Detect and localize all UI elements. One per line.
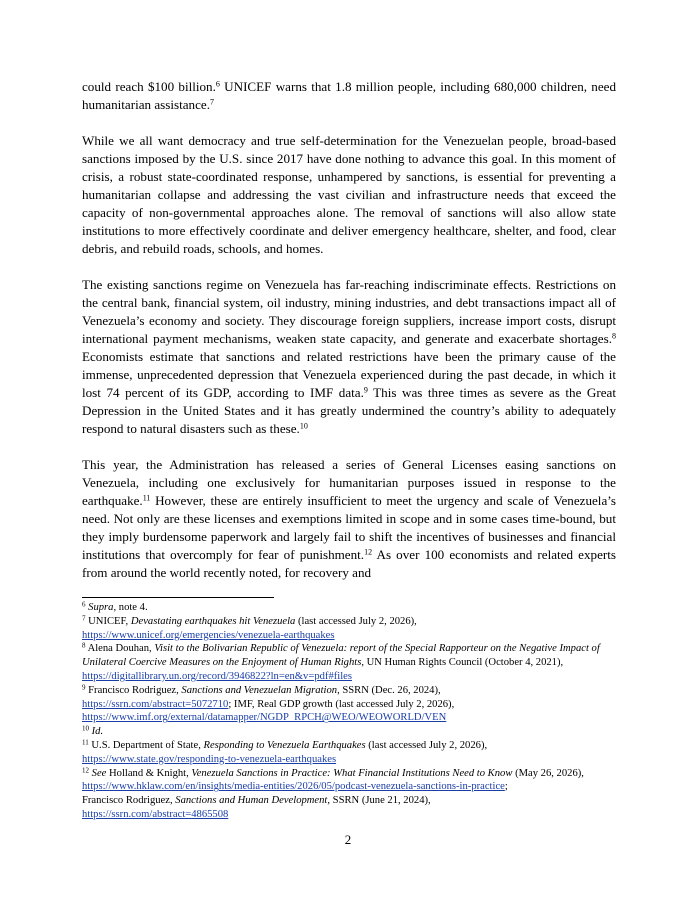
footnote-9 bbox=[82, 684, 616, 725]
footnote-7 bbox=[82, 615, 616, 643]
footnote-8 bbox=[82, 642, 616, 683]
footnote-12 bbox=[82, 767, 616, 822]
page-number: 2 bbox=[344, 832, 352, 847]
footnote-text: , SSRN (June 21, 2024), bbox=[327, 795, 431, 807]
footnote-text: , note 4. bbox=[113, 602, 148, 613]
footnote-title: Sanctions and Human Development bbox=[175, 795, 328, 807]
footnote-ref[interactable]: 6 bbox=[215, 79, 220, 89]
paragraph-text: As over 100 economists and related experts from around the world recently noted, for recovery and bbox=[82, 547, 616, 580]
footnote-number: 8 bbox=[82, 641, 86, 650]
paragraph-text: The existing sanctions regime on Venezuela has far-reaching indiscriminate effects. Restrictions on the central bank, financial system, oil industry, mining industries, and debt transactions impact all of Venezuela’s economy and society. They discourage foreign suppliers, increase import costs, disrupt international payment mechanisms, weaken state capacity, and generate and exacerbate shortages. bbox=[82, 277, 616, 346]
footnotes bbox=[82, 601, 616, 822]
paragraph-text: UNICEF warns that 1.8 million people, including 680,000 children, need humanitarian assistance. bbox=[82, 79, 617, 112]
footnote-ref[interactable]: 10 bbox=[299, 421, 308, 431]
footnote-text: , UN Human Rights Council (October 4, 2021), bbox=[361, 657, 564, 669]
footnote-text: ; bbox=[504, 781, 508, 793]
footnote-link[interactable]: https://www.hklaw.com/en/insights/media-entities/2026/05/podcast-venezuela-sanctions-in-practice bbox=[82, 781, 505, 793]
footnote-number: 9 bbox=[82, 683, 86, 692]
footnote-link[interactable]: https://digitallibrary.un.org/record/3946822?ln=en&v=pdf#files bbox=[82, 670, 352, 682]
footnote-6 bbox=[82, 601, 616, 615]
footnote-ref[interactable]: 8 bbox=[612, 331, 616, 341]
footnote-11 bbox=[82, 739, 616, 767]
body-text bbox=[82, 78, 616, 582]
footnote-title: Responding to Venezuela Earthquakes bbox=[203, 739, 366, 751]
footnote-10 bbox=[82, 725, 616, 739]
footnote-title: Id. bbox=[91, 726, 104, 738]
footnote-number: 7 bbox=[82, 614, 86, 623]
paragraph-4 bbox=[82, 456, 616, 582]
footnote-text: U.S. Department of State, bbox=[88, 739, 204, 751]
footnote-title: Visit to the Bolivarian Republic of Venezuela: report of the Special Rapporteur on the Negative Impact of Unilateral Coercive Measures on the Enjoyment of Human Rights bbox=[82, 643, 600, 669]
footnote-number: 10 bbox=[82, 724, 89, 733]
footnote-text: , SSRN (Dec. 26, 2024), bbox=[337, 684, 441, 696]
footnote-number: 6 bbox=[82, 600, 86, 609]
footnote-ref[interactable]: 12 bbox=[364, 547, 373, 557]
footnote-text: (May 26, 2026), bbox=[512, 767, 584, 779]
footnote-title: Venezuela Sanctions in Practice: What Financial Institutions Need to Know bbox=[191, 767, 513, 779]
paragraph-text: This was three times as severe as the Great Depression in the United States and it has greatly undermined the country’s ability to adequately respond to natural disasters such as these. bbox=[82, 385, 617, 436]
paragraph-text: could reach $100 billion. bbox=[82, 79, 216, 94]
footnote-text: Francisco Rodriguez, bbox=[82, 795, 176, 807]
footnote-link[interactable]: https://ssrn.com/abstract=5072710 bbox=[82, 698, 229, 710]
footnote-link[interactable]: https://www.imf.org/external/datamapper/NGDP_RPCH@WEO/WEOWORLD/VEN bbox=[82, 712, 447, 724]
footnote-text: (last accessed July 2, 2026), bbox=[365, 739, 488, 751]
footnote-number: 12 bbox=[82, 766, 89, 775]
footnote-text: ; IMF, Real GDP growth (last accessed July 2, 2026), bbox=[228, 698, 455, 710]
footnote-link[interactable]: https://www.unicef.org/emergencies/venezuela-earthquakes bbox=[82, 629, 335, 641]
paragraph-text: However, these are entirely insufficient to meet the urgency and scale of Venezuela’s need. Not only are these licenses and exemptions limited in scope and in some cases time-bound, but they imply burdensome paperwork and largely fail to shift the incentives of businesses and financial institutions that overcomply for fear of punishment. bbox=[82, 493, 616, 562]
paragraph-text: Economists estimate that sanctions and related restrictions have been the primary cause of the immense, unprecedented depression that Venezuela experienced during the past decade, in which it lost 74 percent of its GDP, according to IMF data. bbox=[82, 349, 616, 400]
footnote-ref[interactable]: 7 bbox=[209, 97, 214, 107]
footnote-text: (last accessed July 2, 2026), bbox=[295, 615, 417, 627]
paragraph-1 bbox=[82, 78, 616, 114]
footnote-separator bbox=[82, 597, 274, 598]
footnote-text: Holland & Knight, bbox=[106, 767, 192, 779]
footnote-signal: See bbox=[91, 767, 107, 779]
footnote-number: 11 bbox=[82, 738, 89, 747]
footnote-ref[interactable]: 11 bbox=[142, 493, 151, 503]
footnote-link[interactable]: https://ssrn.com/abstract=4865508 bbox=[82, 808, 229, 820]
footnote-text: Francisco Rodriguez, bbox=[85, 684, 182, 696]
footnote-title: Supra bbox=[88, 602, 114, 613]
footnote-ref[interactable]: 9 bbox=[363, 385, 368, 395]
footnote-title: Devastating earthquakes hit Venezuela bbox=[130, 615, 296, 627]
footnote-link[interactable]: https://www.state.gov/responding-to-venezuela-earthquakes bbox=[82, 753, 337, 765]
paragraph-2 bbox=[82, 132, 616, 258]
paragraph-text: This year, the Administration has released a series of General Licenses easing sanctions on Venezuela, including one exclusively for humanitarian purposes issued in response to the earthquake. bbox=[82, 457, 616, 508]
paragraph-3 bbox=[82, 276, 616, 438]
paragraph-text: While we all want democracy and true self-determination for the Venezuelan people, broad-based sanctions imposed by the U.S. since 2017 have done nothing to advance this goal. In this moment of crisis, a robust state-coordinated response, unhampered by sanctions, is essential for preventing a humanitarian collapse and addressing the vast civilian and infrastructure needs that exceed the capacity of non-governmental approaches alone. The removal of sanctions will also allow state institutions to more effectively coordinate and deliver emergency healthcare, shelter, and food, clear debris, and rebuild roads, schools, and homes. bbox=[82, 133, 616, 256]
footnote-text: UNICEF, bbox=[85, 615, 131, 627]
footnote-text: Alena Douhan, bbox=[85, 643, 155, 655]
footnote-title: Sanctions and Venezuelan Migration bbox=[181, 684, 338, 696]
